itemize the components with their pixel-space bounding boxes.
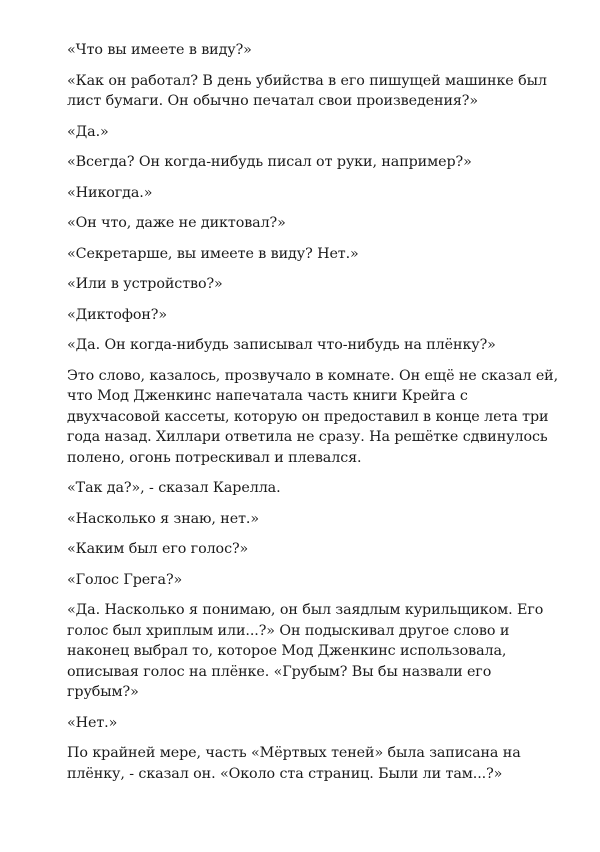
text-line: «Да.»: [67, 123, 109, 140]
paragraph: [67, 305, 547, 326]
text-line: «Да. Он когда-нибудь записывал что-нибудь на плёнку?»: [67, 337, 496, 353]
text-line: описывая голос на плёнке. «Грубым? Вы бы назвали его: [67, 663, 492, 680]
text-line: Это слово, казалось, прозвучало в комнате. Он ещё не сказал ей,: [67, 367, 559, 384]
paragraph: [67, 40, 547, 61]
paragraph: [67, 244, 547, 265]
paragraph: [67, 713, 547, 734]
paragraph: [67, 366, 559, 469]
paragraph: [67, 213, 547, 234]
paragraph: [67, 122, 547, 143]
paragraph: [67, 509, 547, 530]
text-line: «Так да?», - сказал Карелла.: [67, 480, 281, 496]
paragraph: [67, 600, 547, 703]
paragraph: [67, 152, 547, 173]
paragraph: [67, 570, 547, 591]
text-line: «Как он работал? В день убийства в его пишущей машинке был: [67, 72, 547, 89]
text-line: что Мод Дженкинс напечатала часть книги Крейга с: [67, 388, 468, 404]
paragraph: [67, 743, 547, 784]
text-line: «Что вы имеете в виду?»: [67, 42, 252, 58]
text-line: «Секретарше, вы имеете в виду? Нет.»: [67, 245, 359, 262]
text-line: «Да. Насколько я понимаю, он был заядлым курильщиком. Его: [67, 602, 544, 618]
text-line: года назад. Хиллари ответила не сразу. На решётке сдвинулось: [67, 429, 548, 445]
text-line: двухчасовой кассеты, которую он предоставил в конце лета три: [67, 408, 549, 425]
paragraph: [67, 274, 547, 295]
text-line: «Нет.»: [67, 714, 118, 731]
paragraph: [67, 539, 547, 560]
text-line: полено, огонь потрескивал и плевался.: [67, 449, 362, 466]
text-line: «Диктофон?»: [67, 306, 167, 323]
text-line: «Или в устройство?»: [67, 276, 223, 292]
text-line: плёнку, - сказал он. «Около ста страниц. Были ли там...?»: [67, 765, 503, 782]
text-line: По крайней мере, часть «Мёртвых теней» была записана на: [67, 745, 521, 761]
paragraph: [67, 71, 547, 112]
paragraph: [67, 335, 547, 356]
text-line: грубым?»: [67, 684, 139, 700]
text-line: «Никогда.»: [67, 184, 153, 201]
text-line: лист бумаги. Он обычно печатал свои произведения?»: [67, 93, 479, 109]
text-line: наконец выбрал то, которое Мод Дженкинс использовала,: [67, 643, 507, 659]
paragraph: [67, 183, 547, 204]
text-line: «Он что, даже не диктовал?»: [67, 215, 286, 231]
document-page: [67, 40, 559, 794]
text-line: «Всегда? Он когда-нибудь писал от руки, например?»: [67, 154, 472, 170]
paragraph: [67, 478, 547, 499]
text-line: «Голос Грега?»: [67, 571, 183, 588]
text-line: голос был хриплым или...?» Он подыскивал другое слово и: [67, 622, 510, 639]
text-line: «Каким был его голос?»: [67, 541, 249, 557]
text-line: «Насколько я знаю, нет.»: [67, 510, 259, 527]
